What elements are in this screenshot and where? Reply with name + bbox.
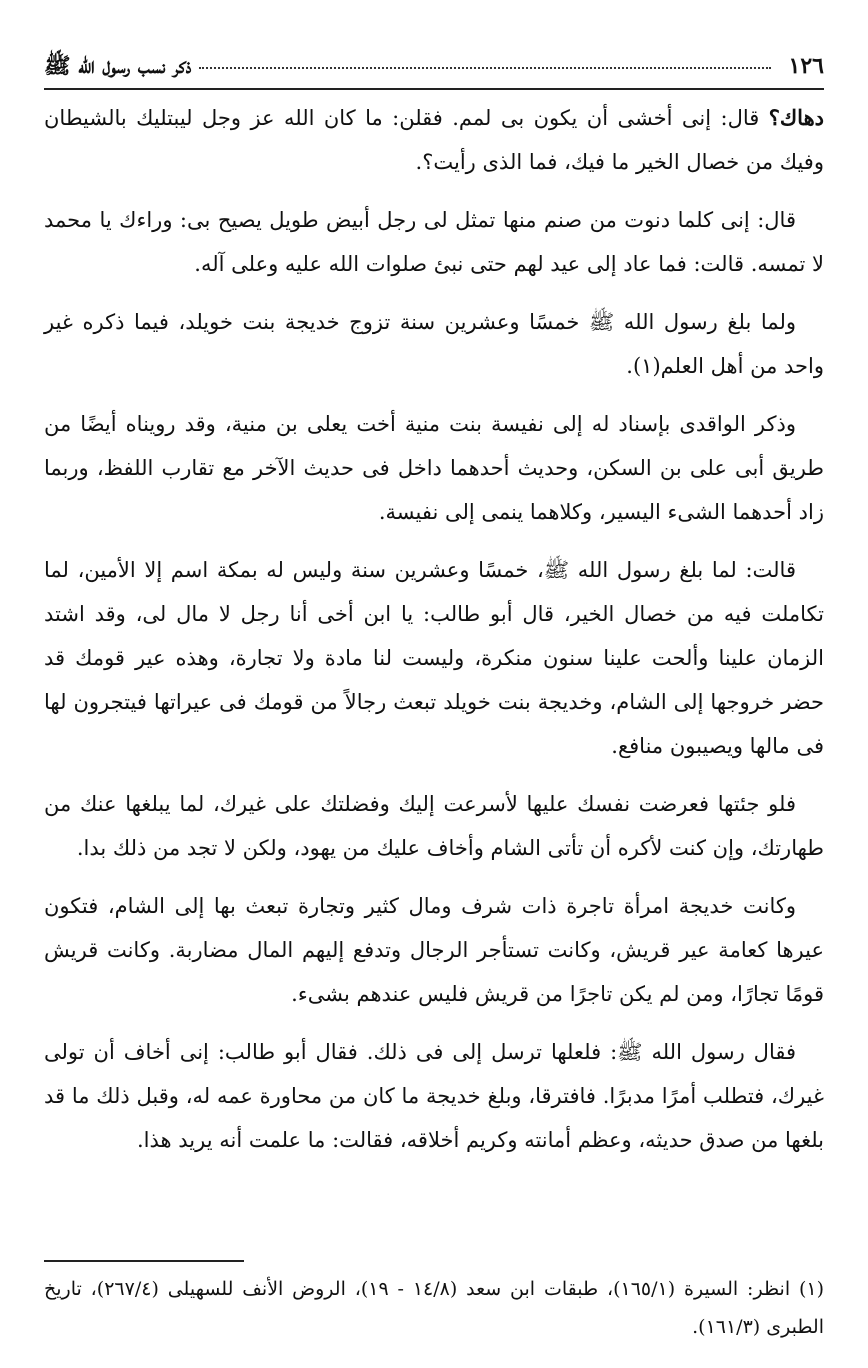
main-text xyxy=(44,96,824,1162)
paragraph: ولما بلغ رسول الله ﷺ خمسًا وعشرين سنة تزوج خديجة بنت خويلد، فيما ذكره غير واحد من أهل العلم(١). xyxy=(44,310,824,378)
page-header xyxy=(44,52,824,90)
paragraph: وكانت خديجة امرأة تاجرة ذات شرف ومال كثير وتجارة تبعث بها إلى الشام، فتكون عيرها كعامة عير قريش، وكانت تستأجر الرجال وتدفع إليهم المال مضاربة. وكانت قريش قومًا تجارًا، ومن لم يكن تاجرًا من قريش فليس عندهم بشىء. xyxy=(44,894,824,1006)
paragraph: وذكر الواقدى بإسناد له إلى نفيسة بنت منية أخت يعلى بن منية، وقد رويناه أيضًا من طريق أبى على بن السكن، وحديث أحدهما داخل فى حديث الآخر مع تقارب اللفظ، وربما زاد أحدهما الشىء اليسير، وكلاهما ينمى إلى نفيسة. xyxy=(44,412,824,524)
lead-word: دهاك؟ xyxy=(768,105,824,130)
footnote: (١) انظر: السيرة (١٦٥/١)، طبقات ابن سعد (١٤/٨ - ١٩)، الروض الأنف للسهيلى (٢٦٧/٤)، تاريخ الطبرى (١٦١/٣). xyxy=(44,1278,825,1338)
leader-dots xyxy=(199,67,770,69)
paragraph: فقال رسول الله ﷺ: فلعلها ترسل إلى فى ذلك. فقال أبو طالب: إنى أخاف أن تولى غيرك، فتطلب أمرًا مدبرًا. فافترقا، وبلغ خديجة ما كان من محاورة عمه له، وقبل ذلك ما قد بلغها من صدق حديثه، وعظم أمانته وكريم أخلاقه، فقالت: ما علمت أنه يريد هذا. xyxy=(44,1040,824,1152)
running-title: ذكر نسب رسول الله ﷺ xyxy=(44,53,192,79)
paragraph: فلو جئتها فعرضت نفسك عليها لأسرعت إليك وفضلتك على غيرك، لما يبلغها عنك من طهارتك، وإن كنت لأكره أن تأتى الشام وأخاف عليك من يهود، ولكن لا تجد من ذلك بدا. xyxy=(44,792,824,860)
paragraph: قال: إنى كلما دنوت من صنم منها تمثل لى رجل أبيض طويل يصيح بى: وراءك يا محمد لا تمسه. قالت: فما عاد إلى عيد لهم حتى نبئ صلوات الله عليه وعلى آله. xyxy=(44,208,824,276)
paragraph: قالت: لما بلغ رسول الله ﷺ، خمسًا وعشرين سنة وليس له بمكة اسم إلا الأمين، لما تكاملت فيه من خصال الخير، قال أبو طالب: يا ابن أخى أنا رجل لا مال لى، وقد اشتد الزمان علينا وألحت علينا سنون منكرة، وليست لنا مادة ولا تجارة، وهذه عير قومك قد حضر خروجها إلى الشام، وخديجة بنت خويلد تبعث رجالاً من قومك فى عيراتها فيتجرون لها فى مالها ويصيبون منافع. xyxy=(44,558,824,758)
page-number: ١٢٦ xyxy=(788,53,824,79)
paragraph: دهاك؟ قال: إنى أخشى أن يكون بى لمم. فقلن: ما كان الله عز وجل ليبتليك بالشيطان وفيك من خصال الخير ما فيك، فما الذى رأيت؟. xyxy=(44,105,824,174)
footnotes xyxy=(44,1270,824,1346)
footnote-divider xyxy=(44,1260,244,1262)
